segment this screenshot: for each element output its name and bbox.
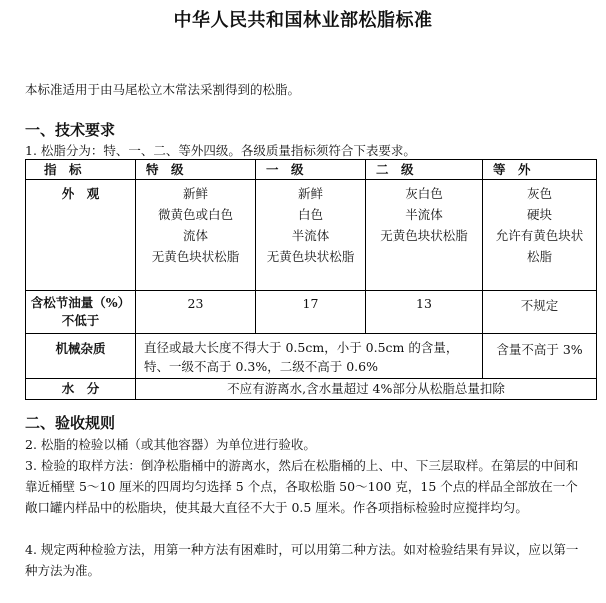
header-substandard: 等 外 bbox=[483, 160, 597, 180]
table-row-turpentine bbox=[26, 291, 597, 334]
item-1-text: 1. 松脂分为：特、一、二、等外四级。各级质量指标须符合下表要求。 bbox=[25, 143, 416, 158]
table-row-appearance bbox=[26, 180, 597, 291]
turpentine-special: 23 bbox=[136, 291, 256, 334]
item-2-text: 2. 松脂的检验以桶（或其他容器）为单位进行验收。 bbox=[25, 437, 316, 452]
water-requirement: 不应有游离水,含水量超过 4%部分从松脂总量扣除 bbox=[136, 379, 597, 400]
table-header-row bbox=[26, 160, 597, 180]
section-heading-technical: 一、技术要求 bbox=[25, 121, 116, 139]
row-label-impurity: 机械杂质 bbox=[26, 334, 136, 379]
intro-text: 本标准适用于由马尾松立木常法采割得到的松脂。 bbox=[25, 82, 301, 97]
header-indicator: 指 标 bbox=[26, 160, 136, 180]
turpentine-substandard: 不规定 bbox=[483, 291, 597, 334]
item-3-text: 3. 检验的取样方法：倒净松脂桶中的游离水，然后在松脂桶的上、中、下三层取样。在第层的中间和靠近桶壁 5～10 厘米的四周均匀选择 5 个点，各取松脂 50～100 克，15 个点的样品全部放在一个敞口罐内样品中的松脂块，使其最大直径不大于 0.5 厘米。作各项指标检验时应搅拌均匀。 bbox=[25, 458, 579, 515]
appearance-grade-1: 新鲜 白色 半流体 无黄色块状松脂 bbox=[256, 180, 366, 291]
turpentine-grade-2: 13 bbox=[366, 291, 483, 334]
row-label-turpentine: 含松节油量（%） 不低于 bbox=[26, 291, 136, 334]
row-label-appearance: 外 观 bbox=[26, 180, 136, 291]
header-grade-2: 二 级 bbox=[366, 160, 483, 180]
appearance-substandard: 灰色 硬块 允许有黄色块状 松脂 bbox=[483, 180, 597, 291]
impurity-graded: 直径或最大长度不得大于 0.5cm，小于 0.5cm 的含量， 特、一级不高于 0.3%，二级不高于 0.6% bbox=[136, 334, 483, 379]
quality-spec-table bbox=[25, 159, 597, 400]
impurity-substandard: 含量不高于 3% bbox=[483, 334, 597, 379]
row-label-water: 水 分 bbox=[26, 379, 136, 400]
section-heading-acceptance: 二、验收规则 bbox=[25, 414, 116, 432]
header-grade-1: 一 级 bbox=[256, 160, 366, 180]
appearance-grade-2: 灰白色 半流体 无黄色块状松脂 bbox=[366, 180, 483, 291]
table-row-impurity bbox=[26, 334, 597, 379]
header-special-grade: 特 级 bbox=[136, 160, 256, 180]
page-title: 中华人民共和国林业部松脂标准 bbox=[173, 10, 433, 31]
item-4-text: 4. 规定两种检验方法，用第一种方法有困难时，可以用第二种方法。如对检验结果有异议，应以第一种方法为准。 bbox=[25, 542, 579, 578]
table-row-water bbox=[26, 379, 597, 400]
turpentine-grade-1: 17 bbox=[256, 291, 366, 334]
appearance-special: 新鲜 微黄色或白色 流体 无黄色块状松脂 bbox=[136, 180, 256, 291]
